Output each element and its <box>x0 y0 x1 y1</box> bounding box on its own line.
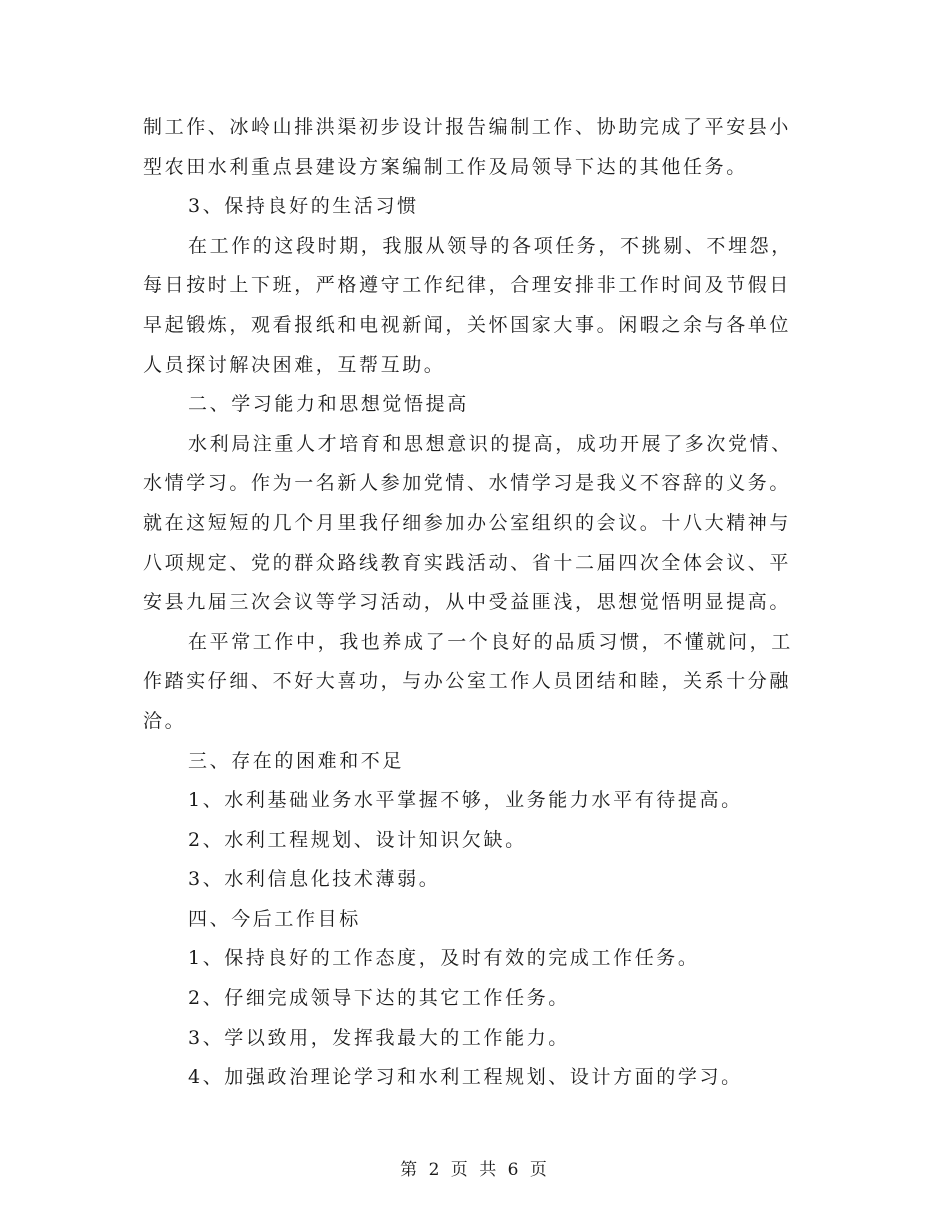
text-line-12: 八项规定、党的群众路线教育实践活动、省十二届四次全体会议、平 <box>143 551 792 574</box>
section-heading-learning: 二、学习能力和思想觉悟提高 <box>188 393 469 416</box>
section-heading-habits: 3、保持良好的生活习惯 <box>188 195 419 218</box>
list-item-goal-2: 2、仔细完成领导下达的其它工作任务。 <box>188 987 570 1010</box>
text-line-14: 在平常工作中，我也养成了一个良好的品质习惯，不懂就问，工 <box>188 630 793 653</box>
list-item-difficulty-1: 1、水利基础业务水平掌握不够，业务能力水平有待提高。 <box>188 789 743 812</box>
text-line-15: 作踏实仔细、不好大喜功，与办公室工作人员团结和睦，关系十分融 <box>143 670 792 693</box>
text-line-11: 就在这短短的几个月里我仔细参加办公室组织的会议。十八大精神与 <box>143 511 792 534</box>
list-item-difficulty-3: 3、水利信息化技术薄弱。 <box>188 868 441 891</box>
text-line-6: 早起锻炼，观看报纸和电视新闻，关怀国家大事。闲暇之余与各单位 <box>143 313 792 336</box>
text-line-16: 洽。 <box>143 709 187 732</box>
list-item-goal-1: 1、保持良好的工作态度，及时有效的完成工作任务。 <box>188 947 700 970</box>
document-body <box>143 108 803 1098</box>
section-heading-goals: 四、今后工作目标 <box>188 907 361 930</box>
text-line-10: 水情学习。作为一名新人参加党情、水情学习是我义不容辞的义务。 <box>143 472 792 495</box>
text-line-2: 型农田水利重点县建设方案编制工作及局领导下达的其他任务。 <box>143 155 748 178</box>
text-line-13: 安县九届三次会议等学习活动，从中受益匪浅，思想觉悟明显提高。 <box>143 591 792 614</box>
list-item-goal-3: 3、学以致用，发挥我最大的工作能力。 <box>188 1026 570 1049</box>
section-heading-difficulties: 三、存在的困难和不足 <box>188 749 405 772</box>
text-line-1: 制工作、冰岭山排洪渠初步设计报告编制工作、协助完成了平安县小 <box>143 116 792 138</box>
text-line-5: 每日按时上下班，严格遵守工作纪律，合理安排非工作时间及节假日 <box>143 274 792 297</box>
text-line-7: 人员探讨解决困难，互帮互助。 <box>143 353 446 376</box>
page-number-footer: 第 2 页 共 6 页 <box>400 1160 550 1180</box>
text-line-4: 在工作的这段时期，我服从领导的各项任务，不挑剔、不埋怨， <box>188 234 793 257</box>
text-line-9: 水利局注重人才培育和思想意识的提高，成功开展了多次党情、 <box>188 432 793 455</box>
list-item-difficulty-2: 2、水利工程规划、设计知识欠缺。 <box>188 828 527 851</box>
list-item-goal-4: 4、加强政治理论学习和水利工程规划、设计方面的学习。 <box>188 1066 743 1089</box>
